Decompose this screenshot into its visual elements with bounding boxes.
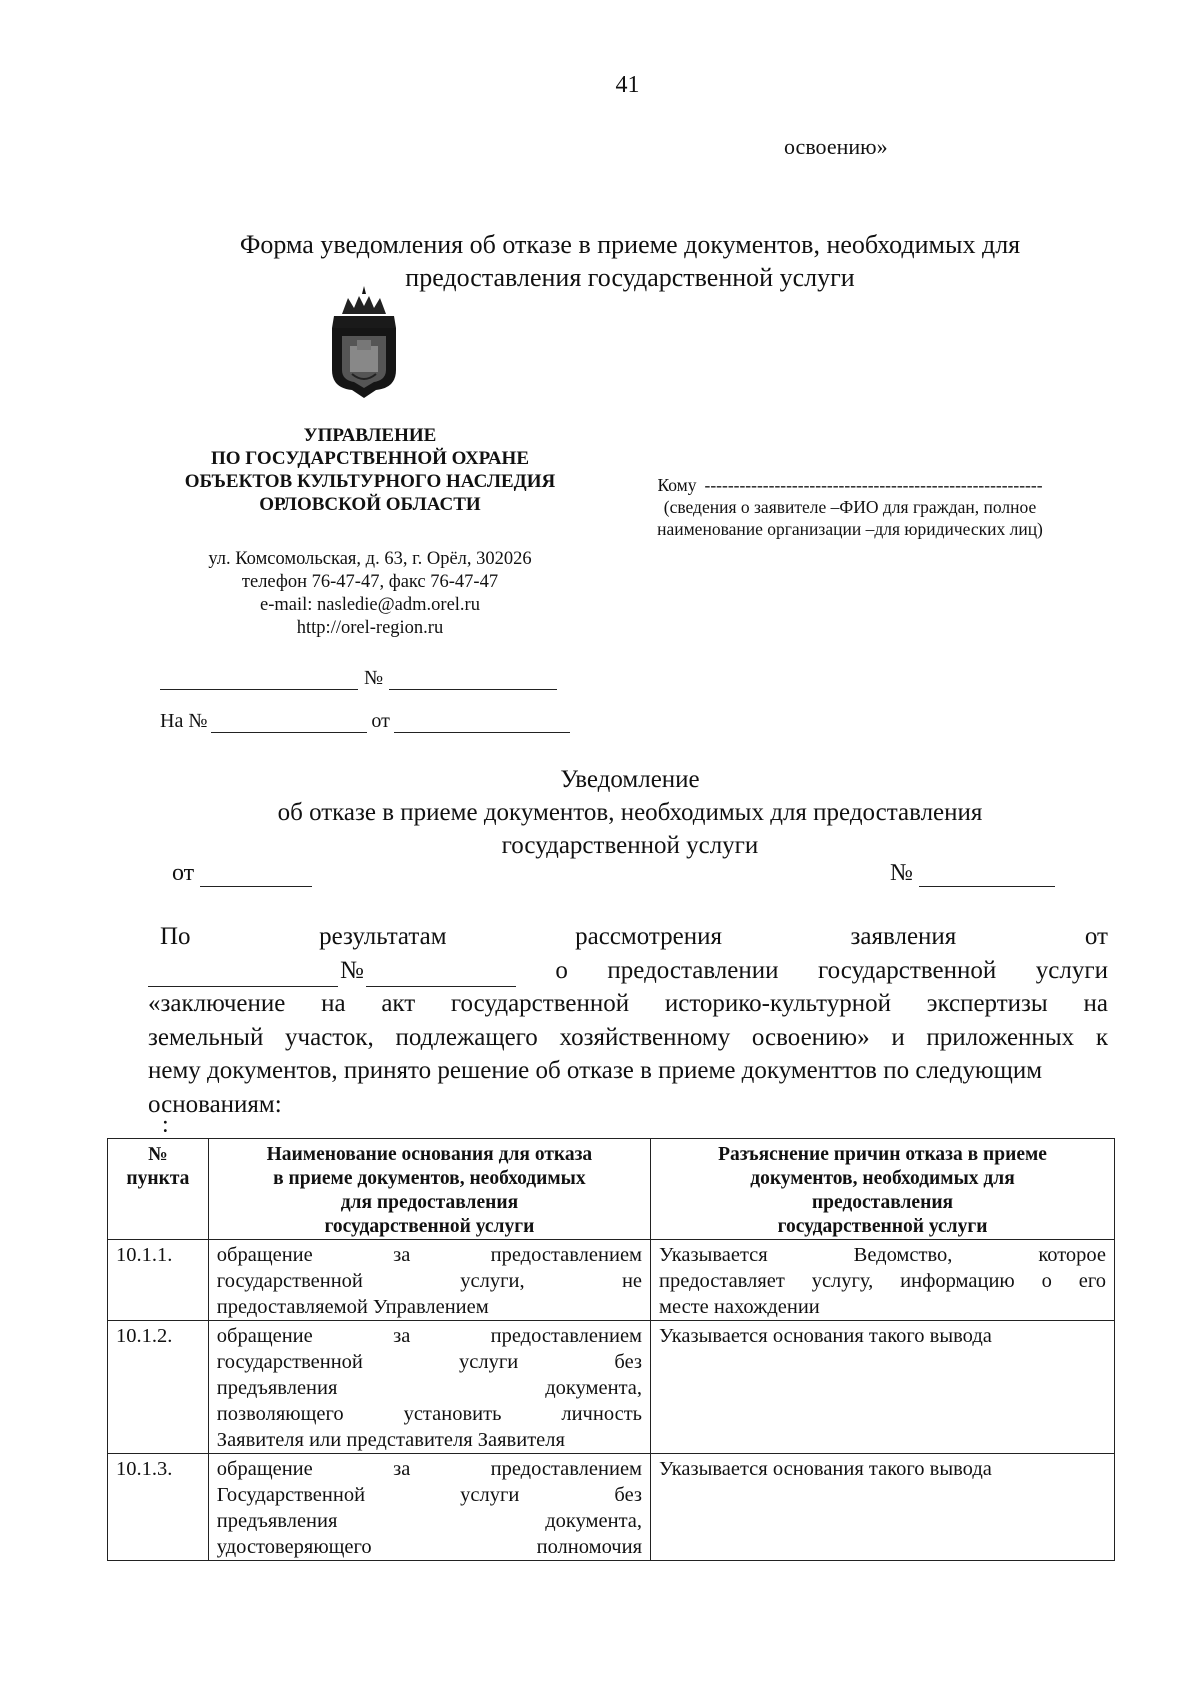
org-phone: телефон 76-47-47, факс 76-47-47 <box>241 572 499 592</box>
item-number: 10.1.3. <box>108 1454 209 1561</box>
org-line: УПРАВЛЕНИЕ <box>303 425 437 446</box>
notice-subtitle: государственной услуги <box>501 832 759 859</box>
recipient-hint: наименование организации –для юридических лиц) <box>657 519 1043 539</box>
org-email: e-mail: nasledie@adm.orel.ru <box>260 595 480 615</box>
reason-explanation: Указывается Ведомство, которое предоставляет услугу, информацию о его месте нахождении <box>651 1240 1115 1321</box>
notice-title <box>150 763 1110 862</box>
recipient-label: Кому <box>657 475 697 495</box>
reference-number-field[interactable] <box>211 714 367 733</box>
table-row <box>108 1454 1115 1561</box>
item-number: 10.1.2. <box>108 1321 209 1454</box>
paragraph-line: основаниям: <box>148 1090 282 1118</box>
table-row <box>108 1240 1115 1321</box>
header-item-number: № пункта <box>108 1139 209 1240</box>
org-website: http://orel-region.ru <box>296 618 444 638</box>
reason-explanation: Указывается основания такого вывода <box>651 1321 1115 1454</box>
recipient-hint: (сведения о заявителе –ФИО для граждан, полное <box>663 497 1037 517</box>
notice-heading: Уведомление <box>560 766 700 793</box>
table-header-row <box>108 1139 1115 1240</box>
recipient-field[interactable]: ---------------------------------------------------------- <box>704 475 1043 495</box>
reason-name: обращение за предоставлением государственной услуги, не предоставляемой Управлением <box>208 1240 650 1321</box>
reason-name: обращение за предоставлением Государственной услуги без предъявления документа, удостоверяющего полномочия <box>208 1454 650 1561</box>
decision-paragraph <box>148 920 1108 1121</box>
stray-colon: : <box>162 1112 169 1138</box>
recipient-block <box>615 474 1085 540</box>
application-number-field[interactable] <box>366 964 516 987</box>
item-number: 10.1.1. <box>108 1240 209 1321</box>
application-date-field[interactable] <box>148 964 338 987</box>
refusal-reasons-table <box>107 1138 1115 1561</box>
paragraph-line: нему документов, принято решение об отказе в приеме документтов по следующим <box>148 1057 1043 1084</box>
outgoing-date-field[interactable] <box>160 671 358 690</box>
outgoing-registration-row <box>160 667 557 690</box>
organization-contacts <box>150 548 590 640</box>
continued-text-fragment: освоению» <box>784 134 888 159</box>
paragraph-line: «заключение на акт государственной историко-культурной экспертизы на <box>148 990 1108 1017</box>
header-reason-name: Наименование основания для отказа в приеме документов, необходимых для предоставления государственной услуги <box>208 1139 650 1240</box>
reference-date-field[interactable] <box>394 714 570 733</box>
organization-name <box>150 424 590 516</box>
reason-name: обращение за предоставлением государственной услуги без предъявления документа, позволяющего установить личность Заявителя или представителя Заявителя <box>208 1321 650 1454</box>
form-title-line: Форма уведомления об отказе в приеме документов, необходимых для <box>239 230 1021 259</box>
form-title <box>150 228 1110 294</box>
org-address: ул. Комсомольская, д. 63, г. Орёл, 302026 <box>208 549 532 569</box>
header-reason-explanation: Разъяснение причин отказа в приеме документов, необходимых для предоставления государственной услуги <box>651 1139 1115 1240</box>
notice-from-label: от <box>172 860 195 886</box>
reference-number-label: На № <box>160 710 208 732</box>
number-sign: № <box>364 667 384 689</box>
notice-subtitle: об отказе в приеме документов, необходимых для предоставления <box>277 799 983 826</box>
reason-explanation: Указывается основания такого вывода <box>651 1454 1115 1561</box>
reference-from-label: от <box>371 710 390 732</box>
notice-date-field[interactable] <box>200 868 312 887</box>
table-row <box>108 1321 1115 1454</box>
notice-number-field[interactable] <box>919 868 1055 887</box>
paragraph-line: По результатам рассмотрения заявления от <box>160 923 1108 950</box>
org-line: ПО ГОСУДАРСТВЕННОЙ ОХРАНЕ <box>210 448 530 469</box>
org-line: ОБЪЕКТОВ КУЛЬТУРНОГО НАСЛЕДИЯ <box>184 471 556 492</box>
page-number: 41 <box>615 72 640 98</box>
notice-number-label: № <box>890 860 913 886</box>
notice-number-row <box>890 860 1055 887</box>
paragraph-line: земельный участок, подлежащего хозяйственному освоению» и приложенных к <box>148 1023 1108 1051</box>
org-line: ОРЛОВСКОЙ ОБЛАСТИ <box>259 494 481 515</box>
notice-date-row <box>172 860 312 887</box>
outgoing-number-field[interactable] <box>389 671 557 690</box>
incoming-reference-row <box>160 710 570 733</box>
form-title-line: предоставления государственной услуги <box>405 263 855 292</box>
coat-of-arms-icon <box>324 284 404 404</box>
paragraph-line: № о предоставлении государственной услуги <box>148 954 1108 988</box>
